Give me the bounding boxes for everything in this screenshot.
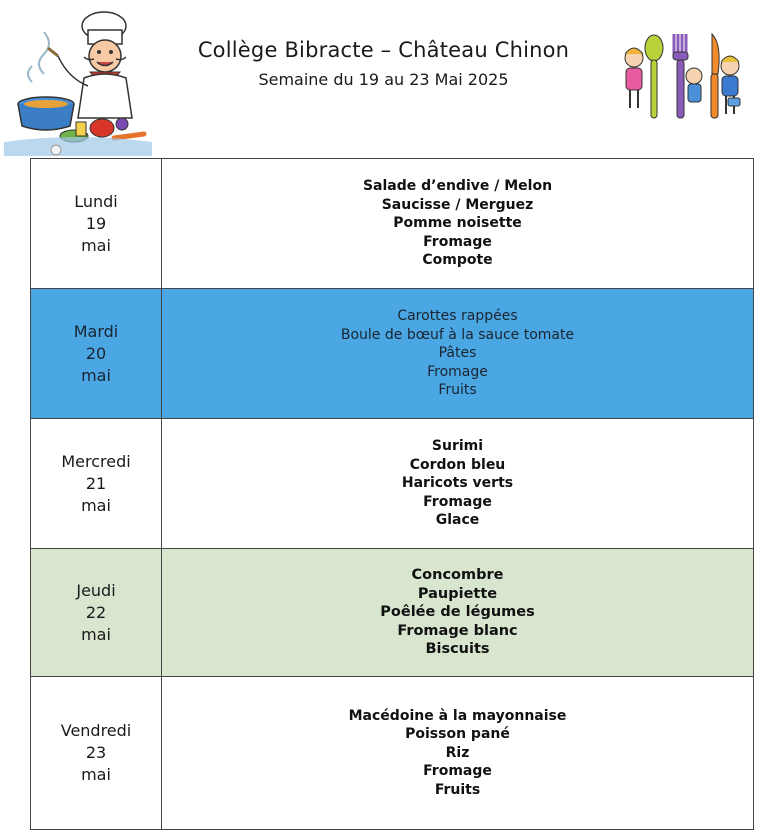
dishes-cell [162,289,753,418]
day-cell [31,677,162,829]
dish: Carottes rappées [397,308,518,325]
day-date: 23 [85,743,107,762]
dishes-cell [162,159,753,288]
day-name: Lundi [74,191,118,211]
day-date: 21 [85,473,107,493]
dish: Biscuits [425,641,490,658]
day-name: Mardi [73,321,119,341]
day-date: 20 [85,343,107,363]
dish: Concombre [411,567,504,584]
day-month: mai [81,365,111,385]
dish: Fruits [438,382,477,399]
page-title: Collège Bibracte – Château Chinon [197,38,570,62]
dish: Fromage blanc [397,622,518,639]
menu-row-jeudi [31,549,753,677]
dishes-cell [162,549,753,676]
weekly-menu-table [30,158,754,830]
day-month: mai [81,624,111,644]
dish: Fromage [427,363,488,380]
dish: Pomme noisette [393,215,522,232]
dish: Compote [422,252,493,269]
dish: Fromage [423,233,492,250]
dish: Poisson pané [405,726,510,743]
dishes-cell [162,419,753,548]
day-date: 22 [85,602,107,622]
dish: Cordon bleu [409,456,506,473]
dish: Surimi [431,438,484,455]
menu-row-mardi [31,289,753,419]
day-month: mai [81,765,111,784]
dish: Riz [445,744,470,761]
day-cell [31,289,162,418]
dish: Glace [435,512,480,529]
menu-row-lundi [31,159,753,289]
dish: Macédoine à la mayonnaise [348,707,567,724]
dish: Poêlée de légumes [380,604,535,621]
day-month: mai [81,235,111,255]
cutlery-characters-icon [618,32,744,124]
menu-row-vendredi [31,677,753,829]
week-subtitle: Semaine du 19 au 23 Mai 2025 [258,70,509,89]
day-month: mai [81,495,111,515]
dish: Haricots verts [401,475,514,492]
day-name: Mercredi [61,451,131,471]
day-cell [31,419,162,548]
dish: Salade d’endive / Melon [362,178,553,195]
dishes-cell [162,677,753,829]
dish: Boule de bœuf à la sauce tomate [340,326,575,343]
day-name: Vendredi [60,721,132,740]
dish: Fruits [434,781,481,798]
day-cell [31,159,162,288]
dish: Saucisse / Merguez [381,196,534,213]
page-header [0,0,767,158]
dish: Pâtes [438,345,477,362]
dish: Paupiette [417,585,498,602]
day-name: Jeudi [76,580,116,600]
dish: Fromage [423,493,492,510]
day-date: 19 [85,213,107,233]
day-cell [31,549,162,676]
dish: Fromage [423,763,492,780]
menu-row-mercredi [31,419,753,549]
